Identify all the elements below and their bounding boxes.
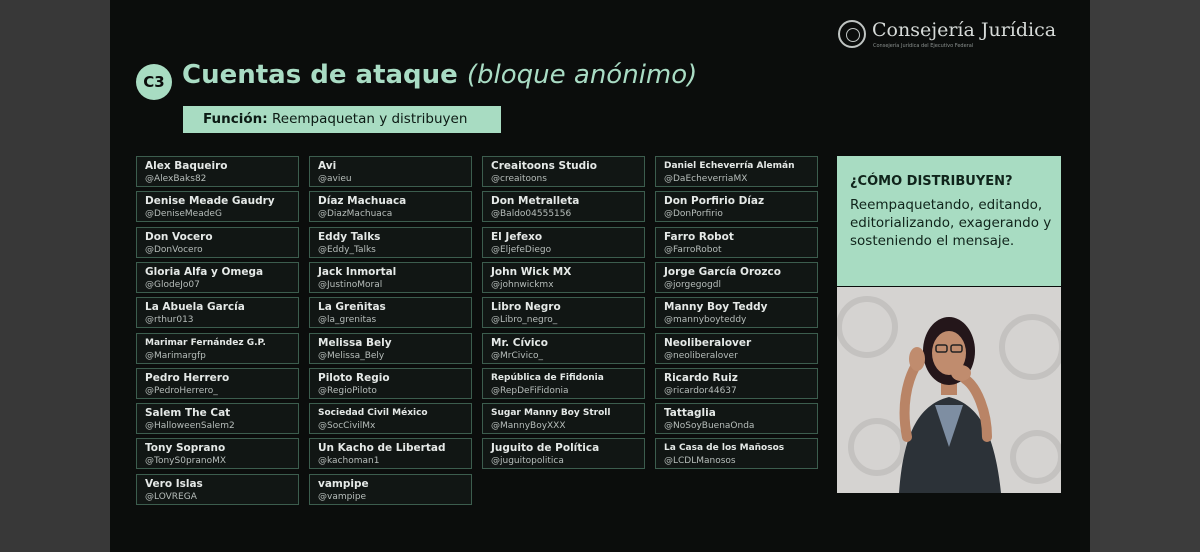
account-handle: @DeniseMeadeG [145, 209, 222, 219]
account-name: Neoliberalover [664, 337, 752, 349]
account-handle: @FarroRobot [664, 245, 722, 255]
account-handle: @neoliberalover [664, 351, 738, 361]
account-card [482, 227, 645, 258]
account-card [136, 227, 299, 258]
account-name: Salem The Cat [145, 407, 231, 419]
account-handle: @la_grenitas [318, 315, 377, 325]
account-name: Don Porfirio Díaz [664, 195, 765, 207]
account-card [136, 368, 299, 399]
info-question: ¿CÓMO DISTRIBUYEN? [850, 174, 1013, 189]
account-name: Avi [318, 160, 337, 172]
account-handle: @SocCivilMx [318, 421, 376, 431]
account-name: Gloria Alfa y Omega [145, 266, 264, 278]
account-card [655, 191, 818, 222]
account-name: Eddy Talks [318, 231, 381, 243]
account-handle: @DonVocero [145, 245, 203, 255]
account-name: Piloto Regio [318, 372, 390, 384]
function-label: Función: [203, 111, 268, 127]
account-card [482, 297, 645, 328]
account-card [309, 262, 472, 293]
account-card [655, 333, 818, 364]
function-bar [183, 106, 501, 133]
account-handle: @Libro_negro_ [491, 315, 558, 325]
account-card [655, 262, 818, 293]
account-card [482, 333, 645, 364]
function-text: Reempaquetan y distribuyen [271, 111, 468, 127]
account-card [136, 297, 299, 328]
account-handle: @creaitoons [491, 174, 547, 184]
account-card [309, 227, 472, 258]
account-name: La Abuela García [145, 301, 245, 313]
account-handle: @jorgegogdl [664, 280, 721, 290]
institution-logo [838, 18, 1068, 54]
account-name: El Jefexo [491, 231, 543, 243]
account-card [136, 438, 299, 469]
account-name: Tony Soprano [145, 442, 226, 454]
account-card [309, 333, 472, 364]
account-card [309, 156, 472, 187]
account-name: Denise Meade Gaudry [145, 195, 275, 207]
account-name: vampipe [318, 478, 369, 490]
account-handle: @TonyS0pranoMX [145, 456, 227, 466]
account-name: Libro Negro [491, 301, 561, 313]
account-name: Mr. Cívico [491, 337, 548, 349]
account-card [482, 368, 645, 399]
account-handle: @DiazMachuaca [318, 209, 393, 219]
presentation-slide [110, 0, 1090, 552]
account-handle: @juguitopolitica [491, 456, 564, 466]
account-handle: @EljefeDiego [491, 245, 552, 255]
account-handle: @vampipe [318, 492, 367, 502]
account-handle: @JustinoMoral [318, 280, 383, 290]
account-name: Sociedad Civil México [318, 408, 428, 418]
account-handle: @avieu [318, 174, 352, 184]
account-name: República de Fifidonia [491, 373, 604, 383]
account-card [136, 333, 299, 364]
account-card [309, 403, 472, 434]
account-handle: @rthur013 [145, 315, 194, 325]
account-handle: @LCDLManosos [664, 456, 736, 466]
account-name: La Casa de los Mañosos [664, 443, 785, 453]
account-card [309, 297, 472, 328]
account-name: John Wick MX [491, 266, 572, 278]
account-handle: @NoSoyBuenaOnda [664, 421, 755, 431]
account-handle: @MannyBoyXXX [491, 421, 566, 431]
account-card [655, 368, 818, 399]
account-card [136, 191, 299, 222]
account-name: Creaitoons Studio [491, 160, 597, 172]
account-name: Tattaglia [664, 407, 716, 419]
interpreter-illustration [837, 287, 1061, 493]
account-handle: @HalloweenSalem2 [145, 421, 235, 431]
account-name: Daniel Echeverría Alemán [664, 161, 795, 171]
section-badge: C3 [136, 64, 172, 100]
account-card [482, 191, 645, 222]
account-card [309, 438, 472, 469]
account-handle: @Melissa_Bely [318, 351, 385, 361]
title-main: Cuentas de ataque [182, 60, 458, 90]
account-name: Jorge García Orozco [664, 266, 781, 278]
account-name: Un Kacho de Libertad [318, 442, 446, 454]
account-handle: @Eddy_Talks [318, 245, 376, 255]
account-card [482, 262, 645, 293]
account-card [655, 438, 818, 469]
national-seal-icon [838, 20, 866, 48]
account-name: Melissa Bely [318, 337, 392, 349]
account-name: Pedro Herrero [145, 372, 230, 384]
account-name: Farro Robot [664, 231, 734, 243]
accounts-grid [136, 156, 820, 506]
sign-language-interpreter-video [837, 287, 1061, 493]
right-letterbox [1090, 0, 1200, 552]
account-handle: @RepDeFiFidonia [491, 386, 569, 396]
account-card [482, 156, 645, 187]
account-card [136, 262, 299, 293]
account-name: Díaz Machuaca [318, 195, 407, 207]
account-name: Juguito de Política [491, 442, 600, 454]
account-card [136, 474, 299, 505]
account-handle: @PedroHerrero_ [145, 386, 218, 396]
account-handle: @MrCivico_ [491, 351, 544, 361]
account-card [482, 403, 645, 434]
account-handle: @ricardor44637 [664, 386, 737, 396]
account-name: Don Metralleta [491, 195, 580, 207]
account-handle: @LOVREGA [145, 492, 197, 502]
info-box [837, 156, 1061, 286]
account-card [655, 156, 818, 187]
account-card [136, 403, 299, 434]
account-card [309, 191, 472, 222]
account-name: Sugar Manny Boy Stroll [491, 408, 611, 418]
account-handle: @johnwickmx [491, 280, 554, 290]
page-title [182, 60, 697, 90]
account-card [136, 156, 299, 187]
account-handle: @AlexBaks82 [145, 174, 207, 184]
account-name: Alex Baqueiro [145, 160, 228, 172]
account-name: Don Vocero [145, 231, 213, 243]
account-handle: @Baldo04555156 [491, 209, 572, 219]
account-card [655, 403, 818, 434]
account-handle: @Marimargfp [145, 351, 206, 361]
account-name: Jack Inmortal [318, 266, 397, 278]
account-handle: @DonPorfirio [664, 209, 723, 219]
account-name: Ricardo Ruiz [664, 372, 738, 384]
account-name: La Greñitas [318, 301, 386, 313]
account-handle: @DaEcheverriaMX [664, 174, 748, 184]
account-card [309, 368, 472, 399]
account-handle: @mannyboyteddy [664, 315, 747, 325]
logo-title: Consejería Jurídica [872, 19, 1057, 41]
account-card [482, 438, 645, 469]
title-italic: (bloque anónimo) [466, 60, 698, 90]
account-card [309, 474, 472, 505]
account-name: Vero Islas [145, 478, 203, 490]
account-handle: @kachoman1 [318, 456, 380, 466]
left-letterbox [0, 0, 110, 552]
info-answer: Reempaquetando, editando, editorializando, exagerando y sosteniendo el mensaje. [850, 197, 1052, 249]
account-card [655, 297, 818, 328]
account-name: Marimar Fernández G.P. [145, 338, 266, 348]
account-handle: @GlodeJo07 [145, 280, 200, 290]
account-handle: @RegioPiloto [318, 386, 377, 396]
account-card [655, 227, 818, 258]
account-name: Manny Boy Teddy [664, 301, 768, 313]
logo-subtitle: Consejería Jurídica del Ejecutivo Federal [873, 43, 974, 49]
